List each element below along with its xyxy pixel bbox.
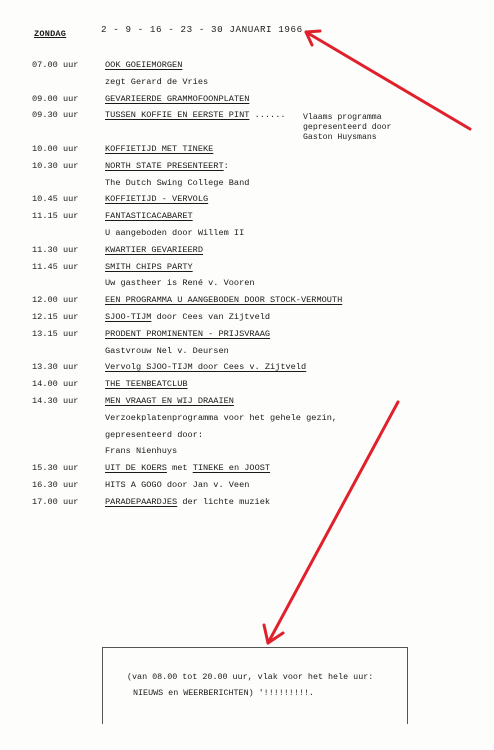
program-text: PARADEPAARDJES bbox=[105, 496, 178, 507]
schedule-time: 09.00 uur bbox=[32, 93, 79, 104]
program-text: Vervolg SJOO-TIJM door Cees v. Zijtveld bbox=[105, 362, 307, 373]
program-text: SJOO-TIJM bbox=[105, 311, 152, 322]
program-text: Frans Nienhuys bbox=[105, 446, 178, 457]
schedule-time: 11.45 uur bbox=[32, 261, 79, 272]
schedule-time: 12.00 uur bbox=[32, 295, 79, 306]
program-text: GEVARIEERDE GRAMMOFOONPLATEN bbox=[105, 93, 250, 104]
program-text: MEN VRAAGT EN WIJ DRAAIEN bbox=[105, 395, 234, 406]
schedule-time: 14.30 uur bbox=[32, 395, 79, 406]
schedule-time: 10.30 uur bbox=[32, 160, 79, 171]
program-text: Verzoekplatenprogramma voor het gehele gezin, bbox=[105, 412, 338, 423]
schedule-time: 10.00 uur bbox=[32, 143, 79, 154]
program-text: Uw gastheer is René v. Vooren bbox=[105, 278, 255, 289]
schedule-time: 17.00 uur bbox=[32, 496, 79, 507]
program-text: Gastvrouw Nel v. Deursen bbox=[105, 345, 229, 356]
schedule-time: 15.30 uur bbox=[32, 463, 79, 474]
schedule-time: 14.00 uur bbox=[32, 379, 79, 390]
program-text: TINEKE en JOOST bbox=[192, 463, 271, 474]
schedule-time: 12.15 uur bbox=[32, 311, 79, 322]
program-text: FANTASTICACABARET bbox=[105, 211, 193, 222]
program-text: KWARTIER GEVARIEERD bbox=[105, 244, 203, 255]
program-text: THE TEENBEATCLUB bbox=[105, 379, 188, 390]
news-note-line: (van 08.00 tot 20.00 uur, vlak voor het hele uur: bbox=[127, 672, 374, 682]
program-text: U aangeboden door Willem II bbox=[105, 227, 245, 238]
side-note-line: Vlaams programma bbox=[303, 113, 382, 122]
program-text: SMITH CHIPS PARTY bbox=[105, 261, 193, 272]
side-note-line: Gaston Huysmans bbox=[303, 133, 377, 142]
program-text: PRODENT PROMINENTEN - PRIJSVRAAG bbox=[105, 328, 271, 339]
program-text: met bbox=[166, 463, 193, 474]
schedule-time: 11.15 uur bbox=[32, 211, 79, 222]
program-text: : bbox=[223, 160, 229, 171]
program-text: TUSSEN KOFFIE EN EERSTE PINT bbox=[105, 110, 250, 121]
schedule-time: 13.30 uur bbox=[32, 362, 79, 373]
program-text: ...... bbox=[249, 110, 286, 121]
annotation-arrow-icon bbox=[268, 402, 398, 643]
program-text: UIT DE KOERS bbox=[105, 463, 167, 474]
schedule-time: 11.30 uur bbox=[32, 244, 79, 255]
dates-heading: 2 - 9 - 16 - 23 - 30 JANUARI 1966 bbox=[101, 24, 303, 35]
schedule-time: 10.45 uur bbox=[32, 194, 79, 205]
day-heading: ZONDAG bbox=[34, 29, 67, 39]
program-text: KOFFIETIJD MET TINEKE bbox=[105, 143, 214, 154]
annotation-arrow-icon bbox=[306, 32, 470, 129]
news-note-line: NIEUWS en WEERBERICHTEN) '!!!!!!!!!. bbox=[133, 688, 314, 698]
program-text: zegt Gerard de Vries bbox=[105, 76, 209, 87]
schedule-time: 07.00 uur bbox=[32, 60, 79, 70]
program-text: gepresenteerd door: bbox=[105, 429, 203, 440]
program-text: OOK GOEIEMORGEN bbox=[105, 60, 183, 70]
program-text: HITS A GOGO door Jan v. Veen bbox=[105, 479, 250, 490]
schedule-time: 09.30 uur bbox=[32, 110, 79, 121]
program-text: The Dutch Swing College Band bbox=[105, 177, 250, 188]
program-text: EEN PROGRAMMA U AANGEBODEN DOOR STOCK-VERMOUTH bbox=[105, 295, 343, 306]
program-text: NORTH STATE PRESENTEERT bbox=[105, 160, 224, 171]
schedule-time: 16.30 uur bbox=[32, 479, 79, 490]
program-text: KOFFIETIJD - VERVOLG bbox=[105, 194, 209, 205]
program-text: door Cees van Zijtveld bbox=[151, 311, 271, 322]
schedule-time: 13.15 uur bbox=[32, 328, 79, 339]
program-text: der lichte muziek bbox=[177, 496, 271, 507]
side-note-line: gepresenteerd door bbox=[303, 123, 392, 132]
